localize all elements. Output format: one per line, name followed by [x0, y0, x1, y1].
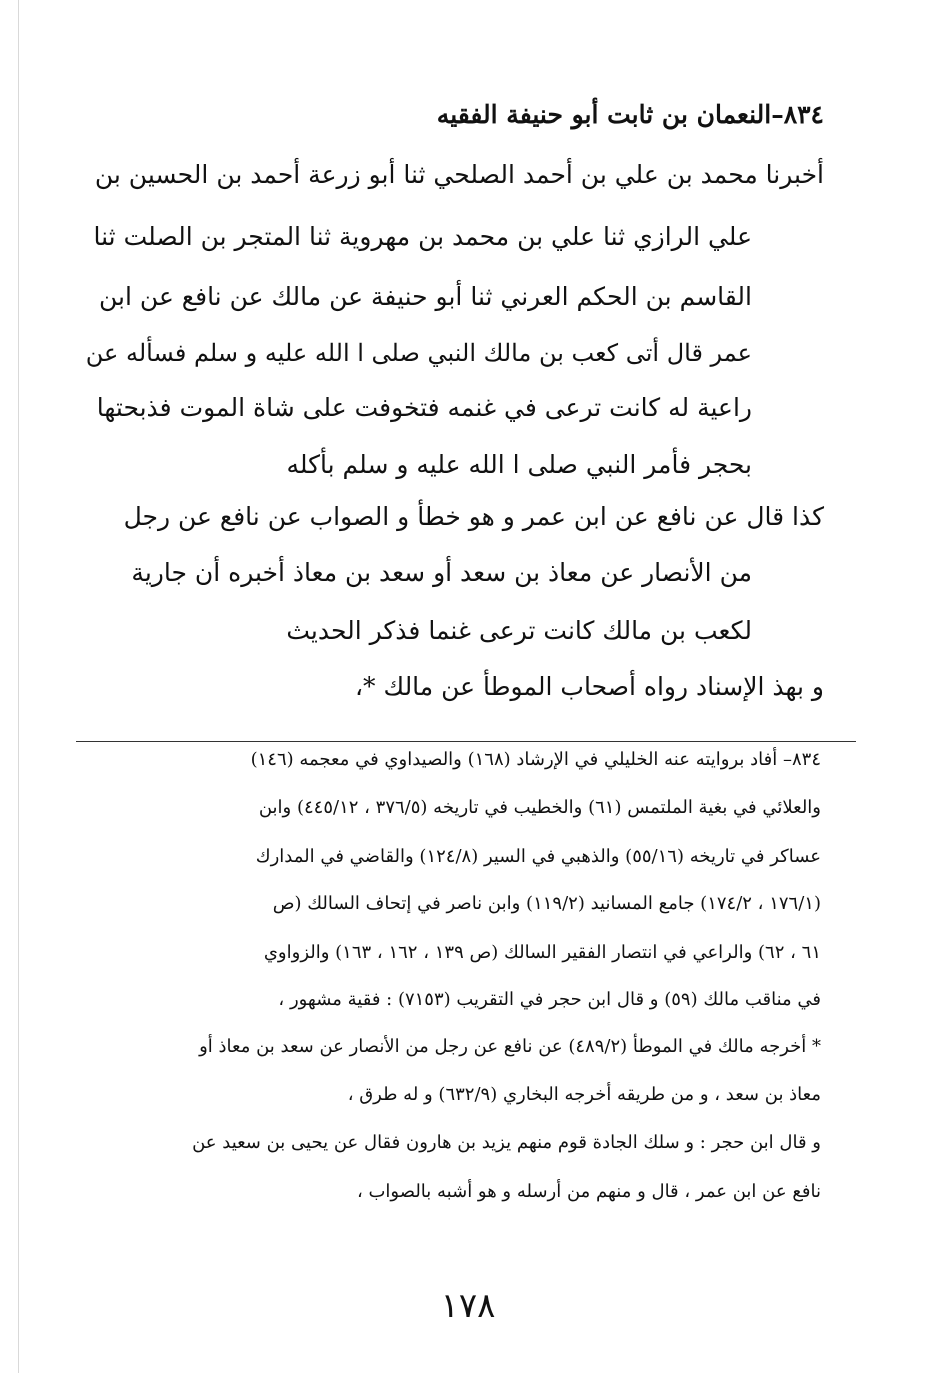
entry-line: علي الرازي ثنا علي بن محمد بن مهروية ثنا المتجر بن الصلت ثنا [93, 222, 752, 251]
footnote-line: ٨٣٤– أفاد بروايته عنه الخليلي في الإرشاد (١٦٨) والصيداوي في معجمه (١٤٦) [250, 749, 821, 770]
footnote-line: (١٧٦/١ ، ١٧٤/٢) جامع المسانيد (١١٩/٢) وابن ناصر في إتحاف السالك (ص [272, 893, 821, 914]
footnote-line: والعلائي في بغية الملتمس (٦١) والخطيب في تاريخه (٣٧٦/٥ ، ٤٤٥/١٢) وابن [258, 797, 821, 818]
entry-line: و بهذ الإسناد رواه أصحاب الموطأ عن مالك *، [354, 672, 824, 701]
footnote-line: نافع عن ابن عمر ، قال و منهم من أرسله و هو أشبه بالصواب ، [356, 1181, 821, 1202]
scan-edge-line [18, 0, 19, 1373]
entry-line: أخبرنا محمد بن علي بن أحمد الصلحي ثنا أبو زرعة أحمد بن الحسين بن [94, 160, 824, 189]
entry-line: من الأنصار عن معاذ بن سعد أو سعد بن معاذ أخبره أن جارية [131, 558, 752, 587]
entry-line: بحجر فأمر النبي صلى ا الله عليه و سلم بأكله [286, 450, 752, 479]
entry-heading: ٨٣٤–النعمان بن ثابت أبو حنيفة الفقيه [436, 100, 824, 129]
page-number: ١٧٨ [440, 1286, 496, 1326]
entry-line: كذا قال عن نافع عن ابن عمر و هو خطأ و الصواب عن نافع عن رجل [123, 502, 824, 531]
entry-line: القاسم بن الحكم العرني ثنا أبو حنيفة عن مالك عن نافع عن ابن [99, 282, 752, 311]
entry-line: لكعب بن مالك كانت ترعى غنما فذكر الحديث [286, 616, 752, 645]
footnote-divider [76, 741, 856, 742]
footnote-line: معاذ بن سعد ، و من طريقه أخرجه البخاري (٦٣٢/٩) و له طرق ، [347, 1084, 821, 1105]
footnote-line: في مناقب مالك (٥٩) و قال ابن حجر في التقريب (٧١٥٣) : فقية مشهور ، [278, 989, 821, 1010]
footnote-line: عساكر في تاريخه (٥٥/١٦) والذهبي في السير (١٢٤/٨) والقاضي في المدارك [255, 846, 821, 867]
footnote-line: ٦١ ، ٦٢) والراعي في انتصار الفقير السالك (ص ١٣٩ ، ١٦٢ ، ١٦٣) والزواوي [263, 942, 821, 963]
entry-line: عمر قال أتى كعب بن مالك النبي صلى ا الله عليه و سلم فسأله عن [85, 339, 752, 367]
entry-line: راعية له كانت ترعى في غنمه فتخوفت على شاة الموت فذبحتها [96, 393, 752, 422]
footnote-line: و قال ابن حجر : و سلك الجادة قوم منهم يزيد بن هارون فقال عن يحيى بن سعيد عن [192, 1132, 821, 1153]
footnote-line: * أخرجه مالك في الموطأ (٤٨٩/٢) عن نافع عن رجل من الأنصار عن سعد بن معاذ أو [199, 1036, 821, 1057]
